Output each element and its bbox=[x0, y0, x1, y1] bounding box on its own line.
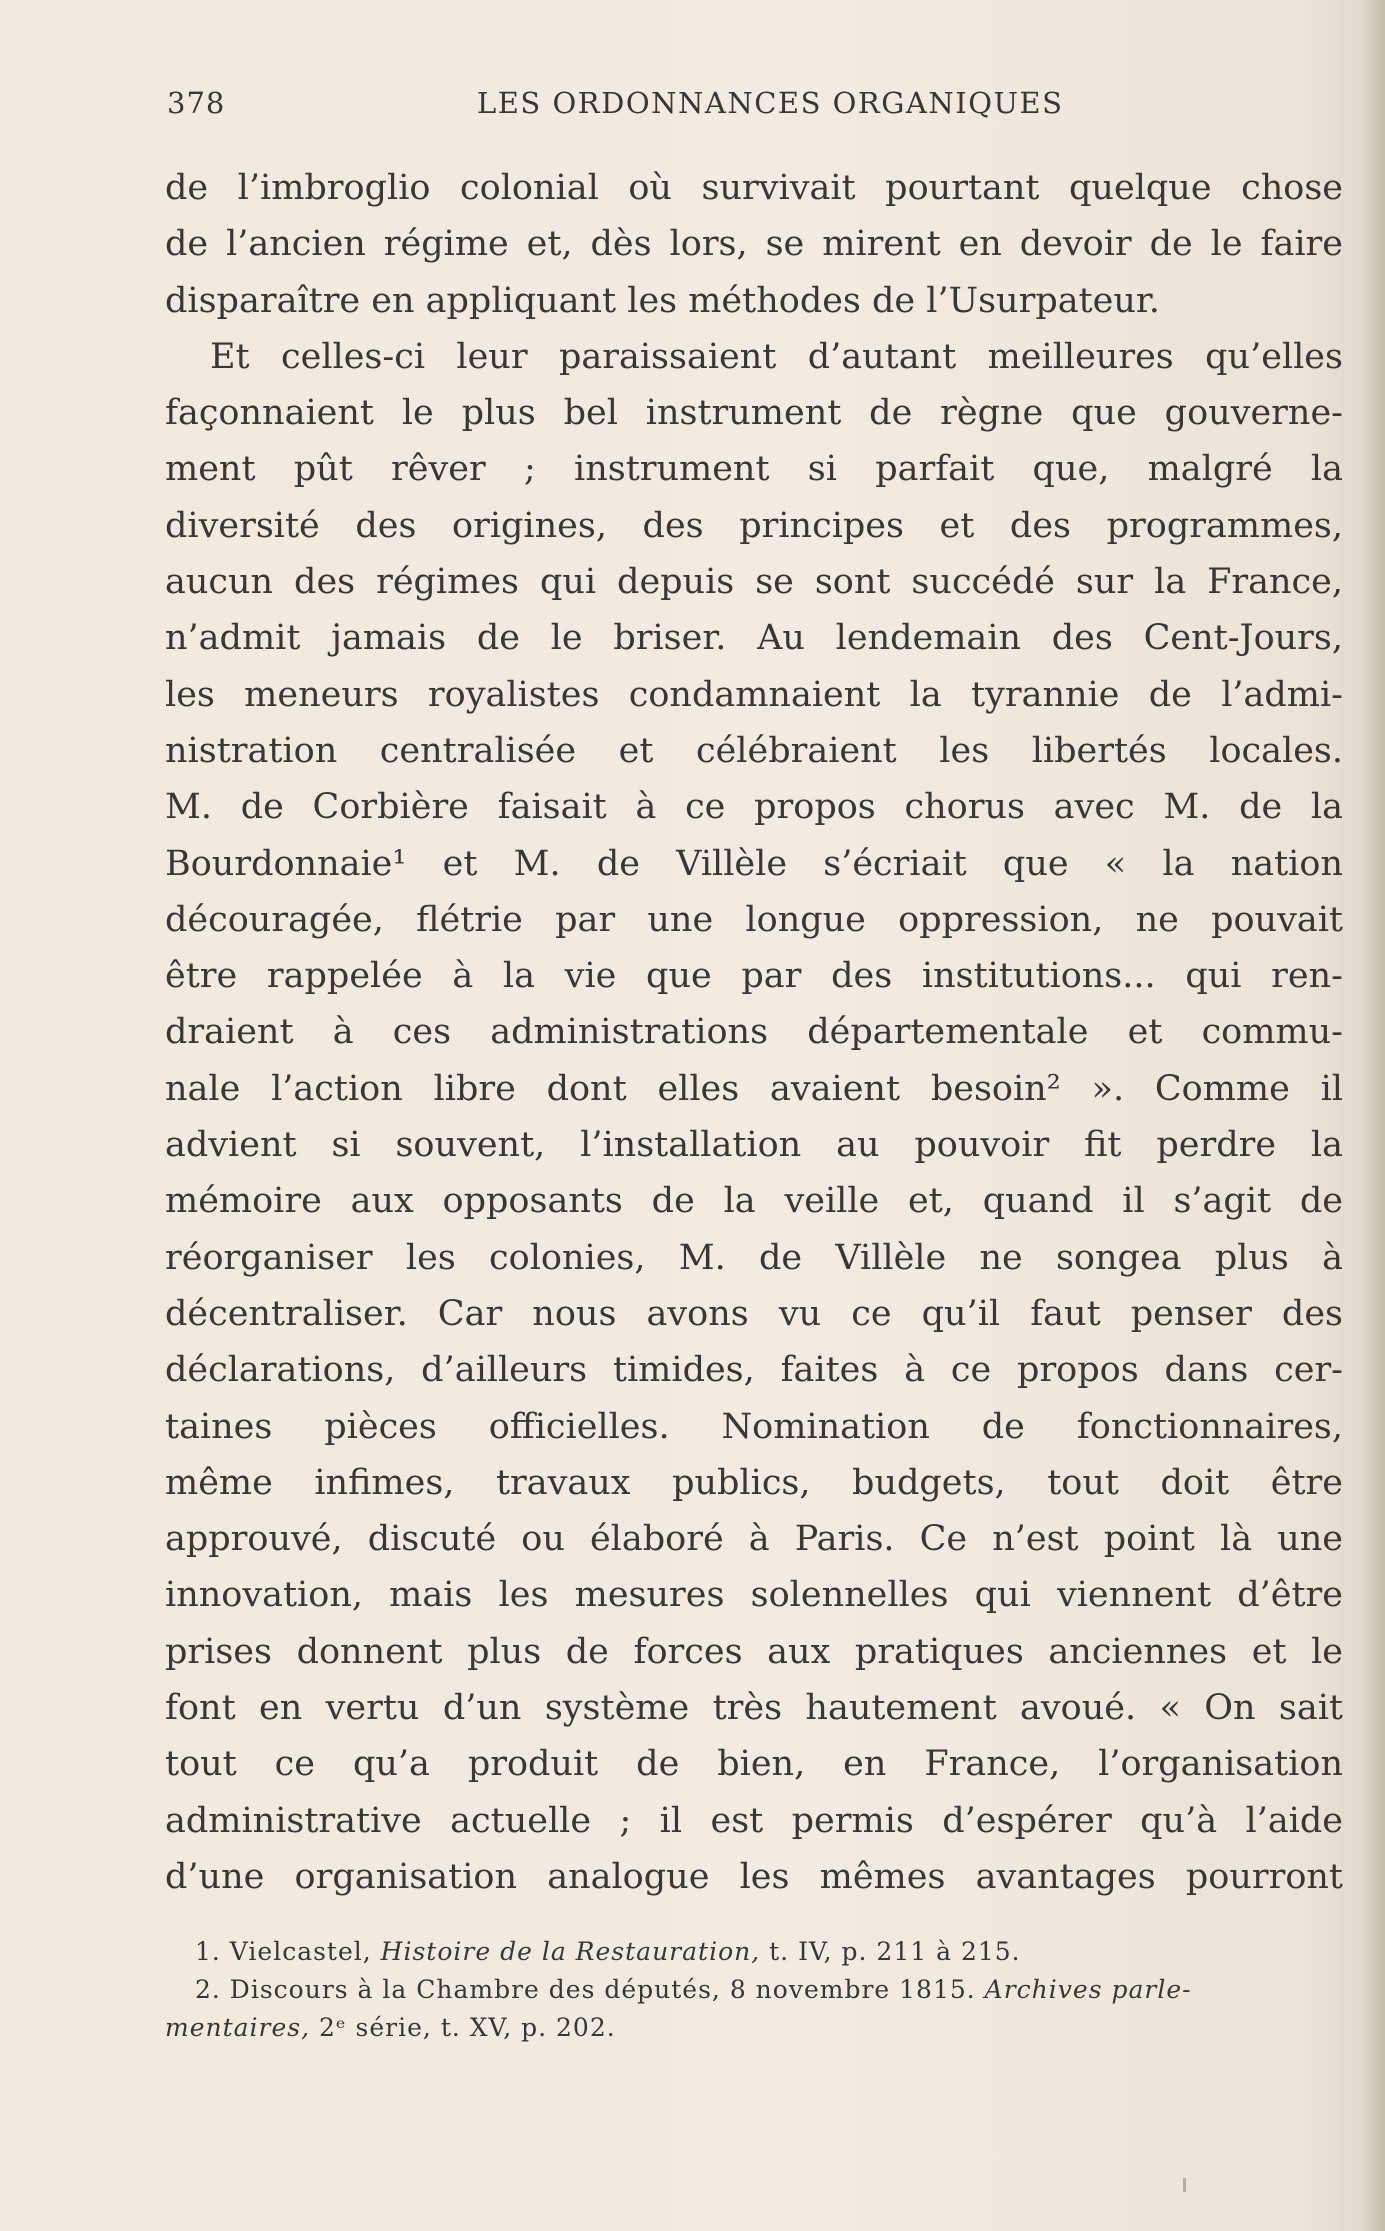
text-line: taines pièces officielles. Nomination de fonctionnaires, bbox=[165, 1406, 1343, 1447]
text-line: même infimes, travaux publics, budgets, tout doit être bbox=[165, 1462, 1343, 1503]
footnote-1-text: 1. Vielcastel, bbox=[195, 1937, 381, 1966]
text-line: prises donnent plus de forces aux pratiques anciennes et le bbox=[165, 1631, 1343, 1672]
text-line: mémoire aux opposants de la veille et, quand il s’agit de bbox=[165, 1181, 1343, 1222]
text-line: de l’ancien régime et, dès lors, se mirent en devoir de le faire bbox=[165, 224, 1343, 265]
text-line: tout ce qu’a produit de bien, en France, l’organisation bbox=[165, 1744, 1343, 1785]
text-line: draient à ces administrations départementale et commu- bbox=[165, 1012, 1343, 1053]
footnote-2 bbox=[165, 1971, 1343, 2009]
text-line: n’admit jamais de le briser. Au lendemain des Cent-Jours, bbox=[165, 618, 1343, 659]
body-text bbox=[165, 160, 1343, 1905]
text-line: de l’imbroglio colonial où survivait pourtant quelque chose bbox=[165, 168, 1343, 208]
text-line: ment pût rêver ; instrument si parfait que, malgré la bbox=[165, 449, 1343, 490]
text-line: advient si souvent, l’installation au pouvoir fit perdre la bbox=[165, 1125, 1343, 1166]
text-line: innovation, mais les mesures solennelles qui viennent d’être bbox=[165, 1575, 1343, 1616]
footnote-2-continued bbox=[165, 2009, 1343, 2047]
text-line: d’une organisation analogue les mêmes avantages pourront bbox=[165, 1856, 1343, 1897]
text-line: Et celles-ci leur paraissaient d’autant meilleures qu’elles bbox=[210, 336, 1343, 377]
footnote-2-ref: 2ᵉ série, t. XV, p. 202. bbox=[310, 2013, 616, 2042]
footnote-1 bbox=[165, 1933, 1343, 1971]
text-line: décentraliser. Car nous avons vu ce qu’il faut penser des bbox=[165, 1293, 1343, 1334]
text-line: approuvé, discuté ou élaboré à Paris. Ce n’est point là une bbox=[165, 1519, 1343, 1560]
text-line: déclarations, d’ailleurs timides, faites à ce propos dans cer- bbox=[165, 1350, 1343, 1391]
footnote-1-ref: t. IV, p. 211 à 215. bbox=[760, 1937, 1021, 1966]
footnotes bbox=[165, 1933, 1343, 2047]
page-number: 378 bbox=[167, 86, 226, 120]
footnote-2-title: Archives parle- bbox=[984, 1975, 1192, 2004]
text-line: aucun des régimes qui depuis se sont succédé sur la France, bbox=[165, 562, 1343, 603]
text-line: être rappelée à la vie que par des institutions... qui ren- bbox=[165, 956, 1343, 997]
text-line: administrative actuelle ; il est permis d’espérer qu’à l’aide bbox=[165, 1800, 1343, 1841]
text-line: découragée, flétrie par une longue oppression, ne pouvait bbox=[165, 899, 1343, 940]
text-line: font en vertu d’un système très hautement avoué. « On sait bbox=[165, 1688, 1343, 1729]
page-header bbox=[167, 86, 1337, 126]
text-line: Bourdonnaie¹ et M. de Villèle s’écriait que « la nation bbox=[165, 843, 1343, 884]
text-line: nistration centralisée et célébraient les libertés locales. bbox=[165, 730, 1343, 771]
page-edge-shadow bbox=[1361, 0, 1385, 2231]
text-line: diversité des origines, des principes et des programmes, bbox=[165, 505, 1343, 546]
footnote-1-title: Histoire de la Restauration, bbox=[380, 1937, 761, 1966]
text-line: nale l’action libre dont elles avaient besoin² ». Comme il bbox=[165, 1068, 1343, 1109]
footnote-2-text: 2. Discours à la Chambre des députés, 8 novembre 1815. bbox=[195, 1975, 985, 2004]
text-line: les meneurs royalistes condamnaient la tyrannie de l’admi- bbox=[165, 674, 1343, 715]
text-line: M. de Corbière faisait à ce propos chorus avec M. de la bbox=[165, 787, 1343, 828]
text-line: façonnaient le plus bel instrument de règne que gouverne- bbox=[165, 393, 1343, 434]
footnote-2-title-cont: mentaires, bbox=[165, 2013, 311, 2042]
print-mark bbox=[1183, 2178, 1186, 2192]
running-title: LES ORDONNANCES ORGANIQUES bbox=[477, 86, 1064, 120]
text-line: réorganiser les colonies, M. de Villèle ne songea plus à bbox=[165, 1237, 1343, 1278]
text-line: disparaître en appliquant les méthodes de l’Usurpateur. bbox=[165, 280, 1160, 321]
